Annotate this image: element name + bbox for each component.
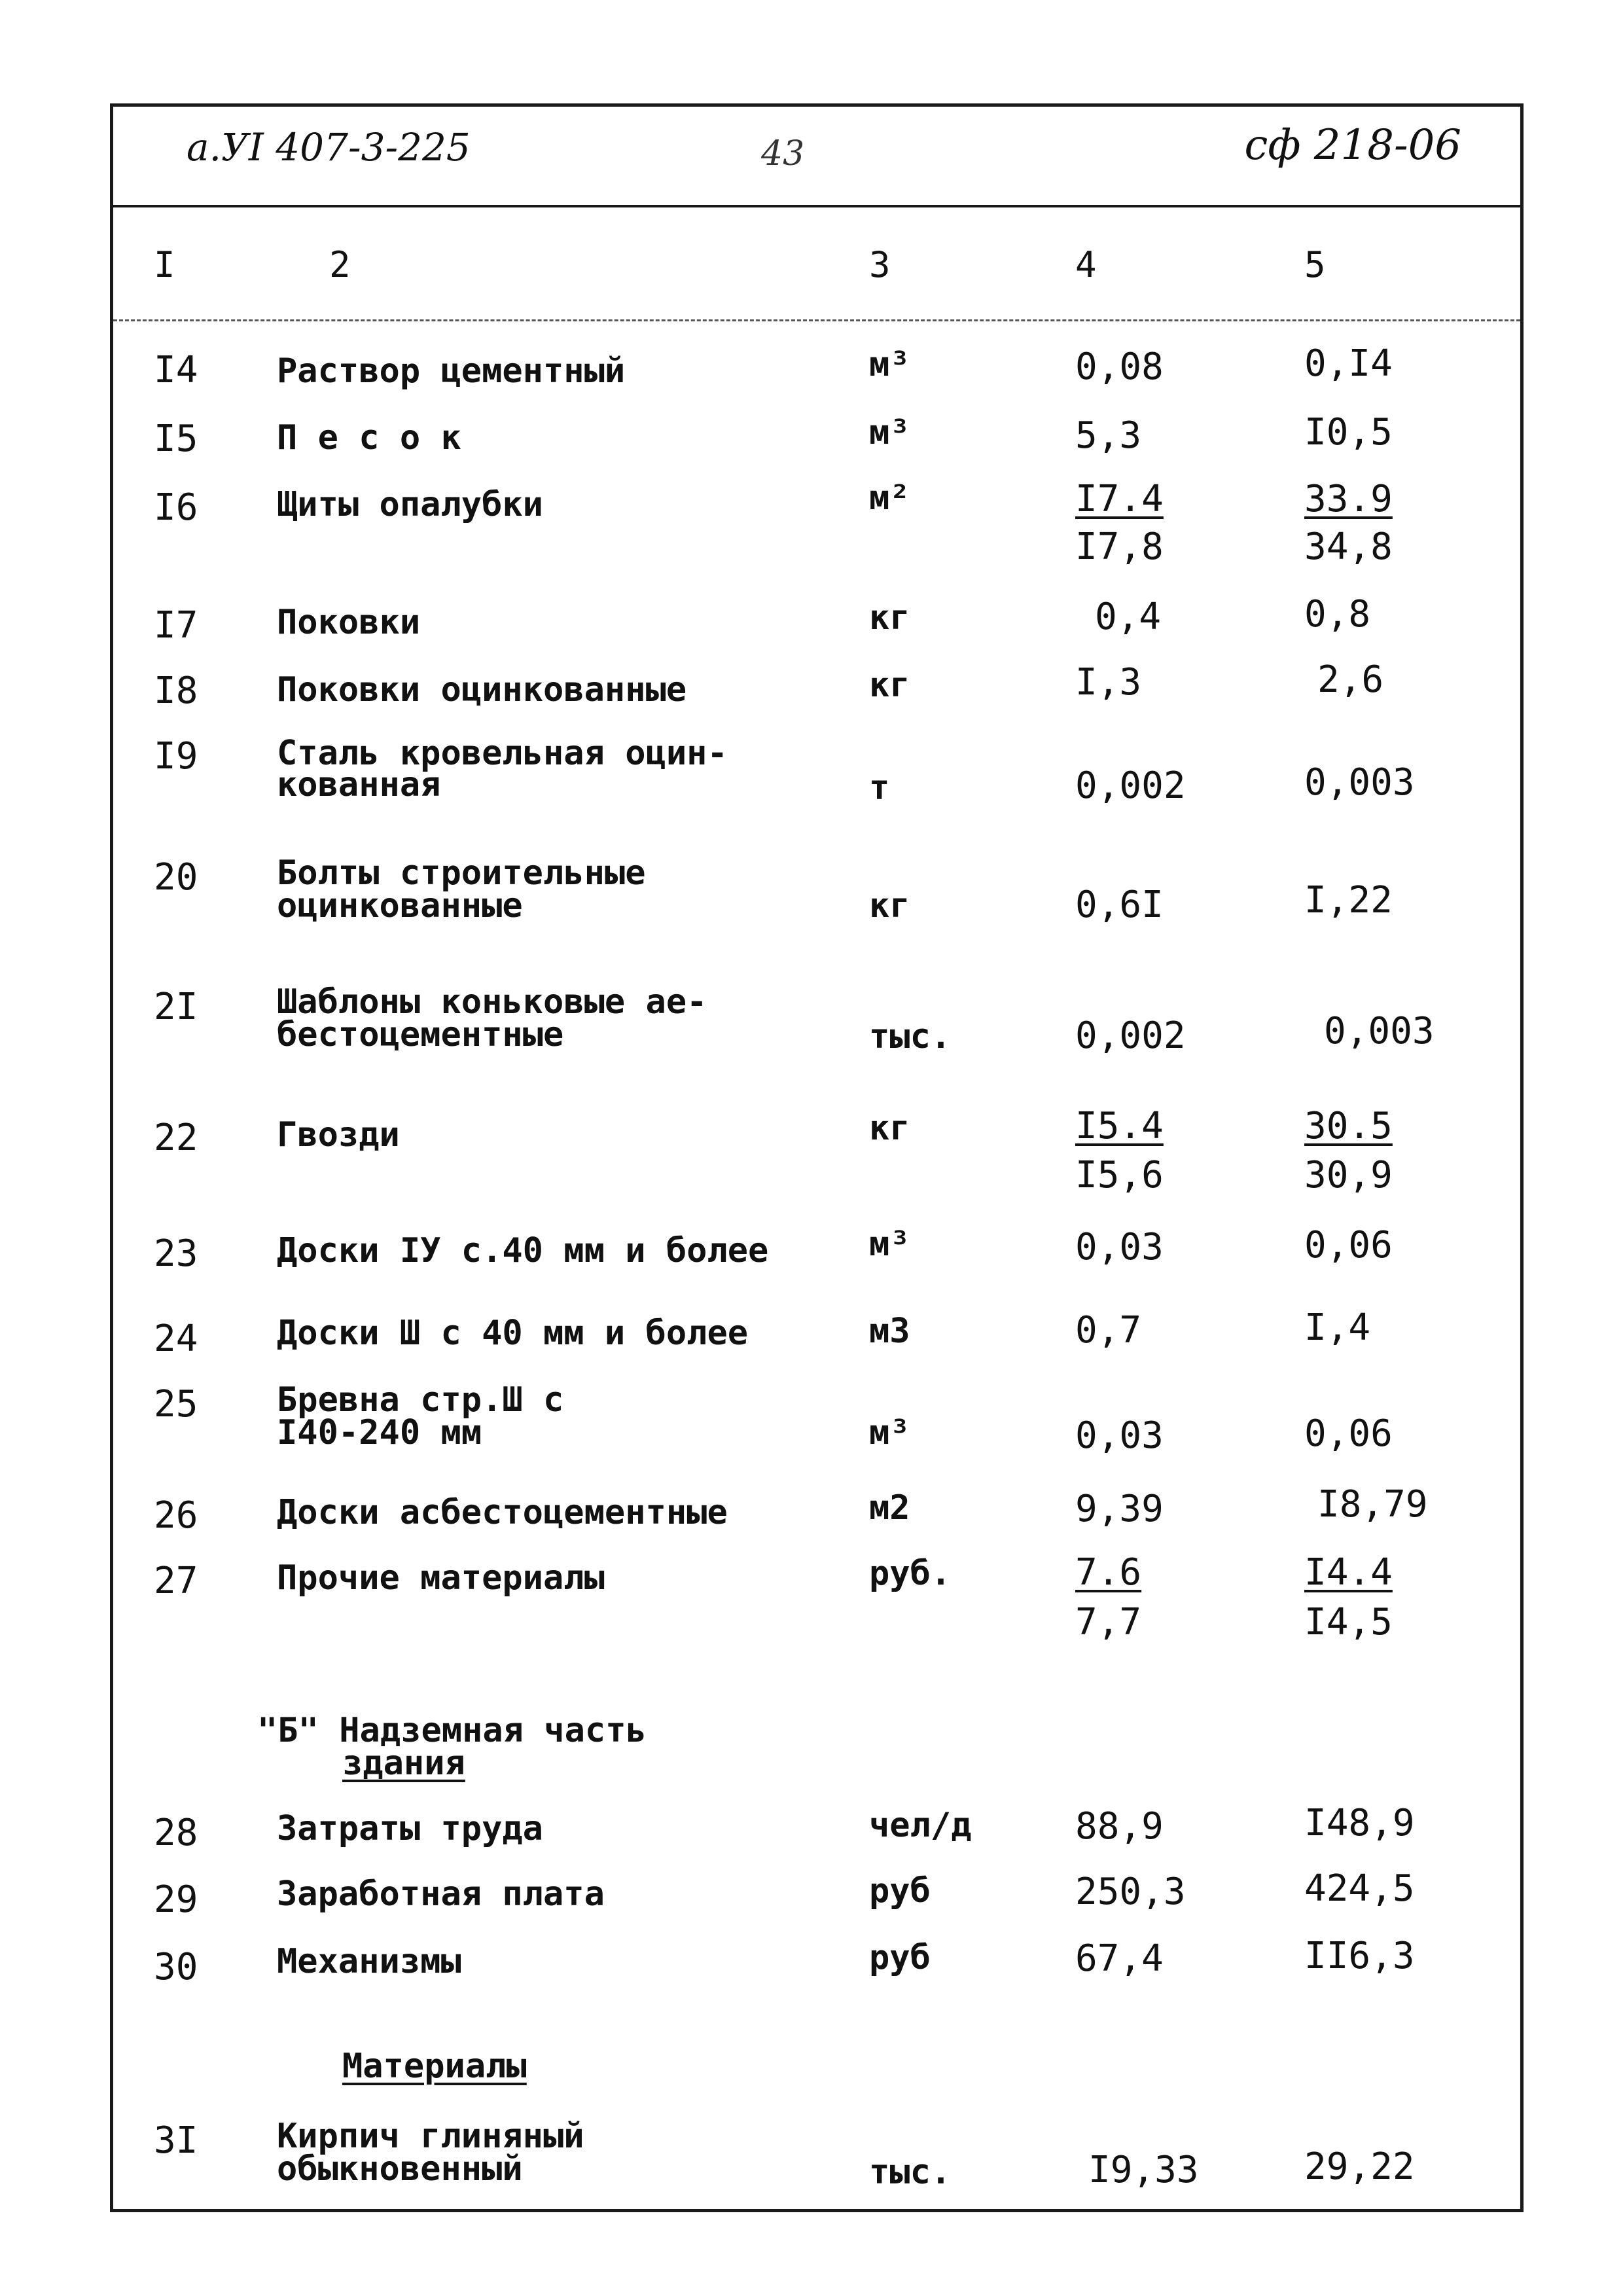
row-number: 23: [154, 1232, 198, 1275]
header-band: [113, 107, 1520, 207]
row-col4: 5,3: [1075, 414, 1142, 457]
row-number: 26: [154, 1494, 198, 1537]
row-name-cont: бестоцементные: [277, 1015, 564, 1054]
row-unit: т: [869, 768, 890, 808]
row-unit: кг: [869, 598, 910, 637]
page-number: 43: [761, 134, 805, 173]
row-col4: 67,4: [1075, 1937, 1164, 1980]
row-name: П е с о к: [277, 418, 461, 457]
row-name: Шаблоны коньковые ае-: [277, 982, 707, 1022]
row-unit: м³: [869, 413, 910, 452]
row-name: Механизмы: [277, 1942, 461, 1981]
row-unit: м³: [869, 1225, 910, 1264]
row-name-cont: оцинкованные: [277, 886, 523, 925]
row-col4: 0,002: [1075, 764, 1186, 807]
row-col5: 0,I4: [1304, 342, 1393, 385]
row-unit: м3: [869, 1312, 910, 1351]
row-col4: 9,39: [1075, 1488, 1164, 1530]
row-unit: м³: [869, 1413, 910, 1452]
column-header-1: I: [154, 244, 175, 285]
document-ref: сф 218-06: [1244, 121, 1461, 170]
column-header-4: 4: [1075, 244, 1097, 285]
section-title: "Б" Надземная часть: [257, 1711, 647, 1750]
row-unit: руб.: [869, 1554, 952, 1593]
row-col4-corrected: I7,8: [1075, 526, 1164, 568]
row-col4: 250,3: [1075, 1871, 1186, 1913]
row-name: Болты строительные: [277, 853, 646, 893]
header-divider: [113, 319, 1520, 321]
row-col4: 0,6I: [1075, 884, 1164, 926]
row-number: I7: [154, 604, 198, 647]
row-number: 25: [154, 1383, 198, 1426]
row-number: 3I: [154, 2119, 198, 2162]
row-number: I8: [154, 670, 198, 712]
row-col4: 0,03: [1075, 1226, 1164, 1268]
row-name: Прочие материалы: [277, 1558, 605, 1598]
row-col4: I7.4: [1075, 478, 1164, 520]
row-unit: м²: [869, 478, 910, 518]
row-col4: 0,002: [1075, 1014, 1186, 1057]
row-number: 27: [154, 1560, 198, 1602]
row-number: 29: [154, 1878, 198, 1921]
row-name: Доски Ш с 40 мм и более: [277, 1314, 749, 1353]
row-number: I4: [154, 349, 198, 391]
row-name: Бревна стр.Ш с: [277, 1380, 564, 1420]
row-number: 22: [154, 1117, 198, 1159]
row-col5: I48,9: [1304, 1802, 1415, 1844]
row-number: I6: [154, 486, 198, 529]
row-col4: I9,33: [1088, 2149, 1199, 2191]
row-col4: I5.4: [1075, 1105, 1164, 1147]
row-name-cont: обыкновенный: [277, 2149, 523, 2189]
row-number: 2I: [154, 986, 198, 1028]
row-name: Сталь кровельная оцин-: [277, 734, 728, 773]
row-name: Доски IУ с.40 мм и более: [277, 1231, 769, 1270]
row-name: Поковки: [277, 603, 421, 642]
row-col5: 0,06: [1304, 1412, 1393, 1455]
section-subtitle: здания: [342, 1744, 465, 1783]
row-col5: I4.4: [1304, 1551, 1393, 1594]
row-col5: 29,22: [1304, 2145, 1415, 2188]
row-name: Заработная плата: [277, 1874, 605, 1914]
row-name: Щиты опалубки: [277, 485, 543, 524]
row-col4: 0,7: [1075, 1309, 1142, 1352]
row-col5-corrected: I4,5: [1304, 1601, 1393, 1643]
row-unit: тыс.: [869, 2153, 952, 2192]
document-code: а.УI 407-3-225: [187, 125, 471, 170]
row-col4-corrected: 7,7: [1075, 1601, 1142, 1643]
document-sheet: [110, 103, 1524, 2212]
row-unit: м2: [869, 1488, 910, 1528]
row-col5: 30.5: [1304, 1105, 1393, 1147]
column-header-3: 3: [869, 244, 891, 285]
row-number: 20: [154, 856, 198, 899]
row-number: 30: [154, 1946, 198, 1988]
row-col5: 33.9: [1304, 478, 1393, 520]
row-col5: I,4: [1304, 1306, 1371, 1349]
row-unit: м³: [869, 345, 910, 384]
row-unit: тыс.: [869, 1017, 952, 1056]
row-col5: I,22: [1304, 879, 1393, 922]
row-col4: I,3: [1075, 661, 1142, 704]
row-number: 28: [154, 1812, 198, 1854]
row-unit: руб: [869, 1871, 931, 1910]
row-col5-corrected: 34,8: [1304, 526, 1393, 568]
row-unit: чел/д: [869, 1806, 972, 1845]
row-col5: 0,003: [1324, 1010, 1435, 1052]
row-col4: 0,08: [1075, 346, 1164, 388]
row-number: I9: [154, 735, 198, 778]
row-name-cont: кованная: [277, 765, 441, 804]
row-col4: 0,03: [1075, 1414, 1164, 1457]
section-materials-title: Материалы: [342, 2047, 527, 2086]
row-number: I5: [154, 418, 198, 460]
row-col5: 0,8: [1304, 593, 1371, 636]
row-name: Доски асбестоцементные: [277, 1493, 728, 1532]
row-name: Гвозди: [277, 1115, 400, 1155]
row-unit: кг: [869, 666, 910, 705]
row-name: Раствор цементный: [277, 351, 626, 391]
row-col5: 0,003: [1304, 761, 1415, 804]
row-col5: I8,79: [1317, 1483, 1428, 1526]
row-name-cont: I40-240 мм: [277, 1413, 482, 1452]
row-name: Поковки оцинкованные: [277, 670, 687, 709]
column-header-5: 5: [1304, 244, 1326, 285]
row-col5: I0,5: [1304, 411, 1393, 454]
row-col5-corrected: 30,9: [1304, 1154, 1393, 1196]
row-unit: руб: [869, 1938, 931, 1977]
row-col5: II6,3: [1304, 1935, 1415, 1977]
row-unit: кг: [869, 886, 910, 925]
row-unit: кг: [869, 1109, 910, 1148]
row-col4: 7.6: [1075, 1551, 1142, 1594]
column-header-2: 2: [329, 244, 351, 285]
row-col4: 88,9: [1075, 1805, 1164, 1848]
row-name: Затраты труда: [277, 1809, 543, 1848]
row-col5: 0,06: [1304, 1224, 1393, 1266]
row-name: Кирпич глиняный: [277, 2117, 584, 2156]
row-col4-corrected: I5,6: [1075, 1154, 1164, 1196]
row-col5: 2,6: [1317, 658, 1384, 701]
row-number: 24: [154, 1318, 198, 1360]
row-col5: 424,5: [1304, 1867, 1415, 1910]
row-col4: 0,4: [1095, 596, 1162, 638]
